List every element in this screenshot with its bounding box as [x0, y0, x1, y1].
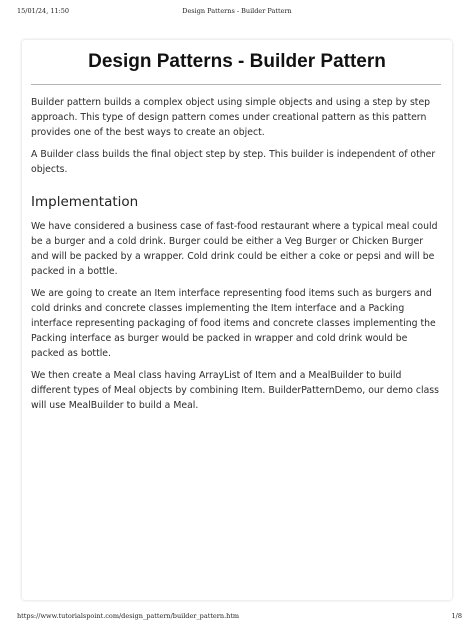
- section-paragraph: We are going to create an Item interface representing food items such as burgers and cold drinks and concrete classes implementing the Item interface and a Packing interface representing packaging of food items and concrete classes implementing the Packing interface as burger would be packed in wrapper and cold drink would be packed as bottle.: [31, 288, 436, 359]
- section-paragraph: We have considered a business case of fast-food restaurant where a typical meal could be a burger and a cold drink. Burger could be either a Veg Burger or Chicken Burger and will be packed by a wrapper. Cold drink could be either a coke or pepsi and will be packed in a bottle.: [31, 221, 438, 277]
- intro-paragraph: A Builder class builds the final object step by step. This builder is independent of other objects.: [31, 149, 436, 175]
- print-page-number: 1/8: [451, 612, 462, 620]
- print-datetime: 15/01/24, 11:50: [17, 7, 70, 15]
- print-footer: [0, 612, 474, 624]
- print-url: https://www.tutorialspoint.com/design_pattern/builder_pattern.htm: [17, 612, 240, 620]
- print-page-title: Design Patterns - Builder Pattern: [182, 7, 292, 15]
- title-divider: [31, 84, 441, 85]
- section-paragraph: We then create a Meal class having ArrayList of Item and a MealBuilder to build different types of Meal objects by combining Item. BuilderPatternDemo, our demo class will use MealBuilder to build a Meal.: [31, 370, 439, 411]
- print-header: [0, 7, 474, 19]
- intro-paragraph: Builder pattern builds a complex object using simple objects and using a step by step approach. This type of design pattern comes under creational pattern as this pattern provides one of the best ways to create an object.: [31, 97, 431, 138]
- page-title: Design Patterns - Builder Pattern: [88, 51, 386, 72]
- article-body: [31, 95, 443, 420]
- section-heading-implementation: Implementation: [31, 194, 139, 210]
